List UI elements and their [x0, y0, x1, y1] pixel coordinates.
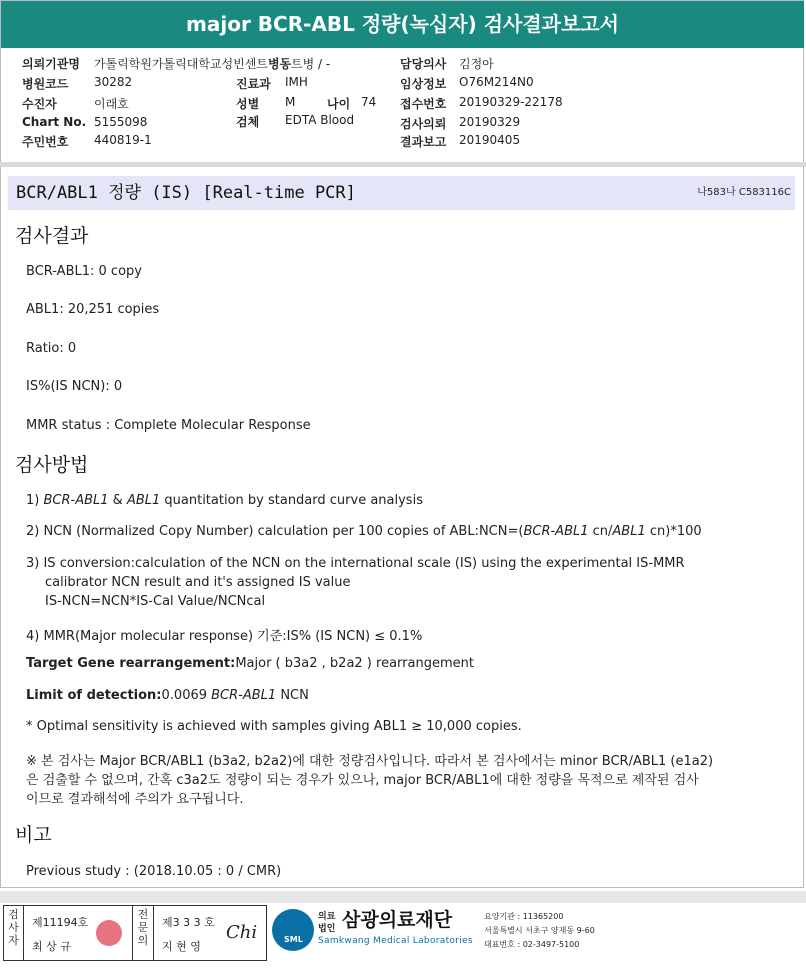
- caution-note-line2: 은 검출할 수 없으며, 간혹 c3a2도 정량이 되는 경우가 있으나, major BCR/ABL1에 대한 정량을 목적으로 제작된 검사: [26, 773, 699, 788]
- ward-label: 병동: [268, 57, 292, 71]
- rrn-value: 440819-1: [94, 133, 152, 147]
- footer-divider: [0, 891, 806, 903]
- org-code: 요양기관 : 11365200: [484, 912, 564, 921]
- target-gene: Target Gene rearrangement:Major ( b3a2 , b2a2 ) rearrangement: [26, 656, 474, 671]
- rrn-label: 주민번호: [22, 135, 69, 149]
- signature-box: [3, 905, 267, 961]
- hospital-code-value: 30282: [94, 75, 133, 89]
- sensitivity-note: * Optimal sensitivity is achieved with samples giving ABL1 ≥ 10,000 copies.: [26, 719, 522, 734]
- header-divider: [0, 162, 806, 167]
- report-date-label: 결과보고: [400, 135, 447, 149]
- specialist-name: 지 현 영: [162, 940, 201, 953]
- seal-stamp-icon: [96, 920, 122, 946]
- dept-label: 진료과: [236, 77, 271, 91]
- institution-label: 의뢰기관명: [22, 57, 80, 71]
- request-label: 검사의뢰: [400, 117, 447, 131]
- age-label: 나이: [327, 97, 351, 111]
- examiner-license: 제11194호: [32, 916, 89, 929]
- specimen-label: 검체: [236, 115, 260, 129]
- result-mmr-status: MMR status : Complete Molecular Response: [26, 418, 311, 433]
- result-ratio: Ratio: 0: [26, 341, 77, 356]
- clinical-value: O76M214N0: [459, 75, 534, 89]
- patient-label: 수진자: [22, 97, 57, 111]
- previous-study: Previous study : (2018.10.05 : 0 / CMR): [26, 864, 282, 879]
- dept-value: IMH: [285, 75, 308, 89]
- patient-value: 이래호: [94, 97, 129, 111]
- examiner-label: 검사자: [4, 906, 24, 960]
- org-english: Samkwang Medical Laboratories: [318, 936, 473, 946]
- report-date-value: 20190405: [459, 133, 521, 147]
- specimen-value: EDTA Blood: [285, 113, 355, 127]
- sex-label: 성별: [236, 97, 260, 111]
- sex-value: M: [285, 95, 296, 109]
- method-3-line1: 3) IS conversion:calculation of the NCN on the international scale (IS) using the experimental IS-MMR: [26, 556, 685, 571]
- specialist-license: 제3 3 3 호: [162, 916, 215, 929]
- age-value: 74: [361, 95, 377, 109]
- ward-value: 트병 / -: [291, 57, 331, 71]
- results-heading: 검사결과: [15, 225, 89, 247]
- remarks-heading: 비고: [15, 824, 52, 846]
- caution-note-line1: ※ 본 검사는 Major BCR/ABL1 (b3a2, b2a2)에 대한 정량검사입니다. 따라서 본 검사에서는 minor BCR/ABL1 (e1a2): [26, 754, 714, 769]
- org-name: 삼광의료재단: [342, 909, 453, 931]
- sml-logo-icon: SML: [272, 909, 314, 951]
- method-4: 4) MMR(Major molecular response) 기준:IS% (IS NCN) ≤ 0.1%: [26, 629, 423, 644]
- method-2: 2) NCN (Normalized Copy Number) calculation per 100 copies of ABL:NCN=(BCR-ABL1 cn/ABL1 cn)*100: [26, 524, 702, 539]
- request-value: 20190329: [459, 115, 521, 129]
- result-abl: ABL1: 20,251 copies: [26, 302, 160, 317]
- limit-of-detection: Limit of detection:0.0069 BCR-ABL1 NCN: [26, 688, 309, 703]
- report-title: major BCR-ABL 정량(녹십자) 검사결과보고서: [1, 1, 804, 48]
- method-1: 1) BCR-ABL1 & ABL1 quantitation by standard curve analysis: [26, 493, 423, 508]
- org-address: 서울특별시 서초구 양재동 9-60: [484, 926, 595, 935]
- org-phone: 대표번호 : 02-3497-5100: [484, 940, 580, 949]
- doctor-label: 담당의사: [400, 57, 447, 71]
- test-name: BCR/ABL1 정량 (IS) [Real-time PCR]: [16, 183, 356, 203]
- institution-value: 가톨릭학원가톨릭대학교성빈센트: [94, 57, 268, 71]
- method-3-line2: calibrator NCN result and it's assigned IS value: [45, 575, 351, 590]
- caution-note-line3: 이므로 결과해석에 주의가 요구됩니다.: [26, 792, 244, 807]
- method-heading: 검사방법: [15, 454, 89, 476]
- result-is-pct: IS%(IS NCN): 0: [26, 379, 123, 394]
- test-name-band: [8, 176, 795, 210]
- result-bcr-abl: BCR-ABL1: 0 copy: [26, 264, 142, 279]
- clinical-label: 임상정보: [400, 77, 447, 91]
- test-code: 나583나 C583116C: [697, 187, 791, 198]
- method-3-line3: IS-NCN=NCN*IS-Cal Value/NCNcal: [45, 594, 266, 609]
- accession-label: 접수번호: [400, 97, 447, 111]
- accession-value: 20190329-22178: [459, 95, 563, 109]
- signature: Chi: [226, 922, 258, 943]
- hospital-code-label: 병원코드: [22, 77, 69, 91]
- chart-label: Chart No.: [22, 115, 87, 129]
- corp-type-1: 의료: [318, 912, 336, 922]
- corp-type-2: 법인: [318, 924, 336, 934]
- specialist-label: 전문의: [132, 906, 154, 960]
- examiner-name: 최 상 규: [32, 940, 71, 953]
- chart-value: 5155098: [94, 115, 148, 129]
- doctor-value: 김정아: [459, 57, 494, 71]
